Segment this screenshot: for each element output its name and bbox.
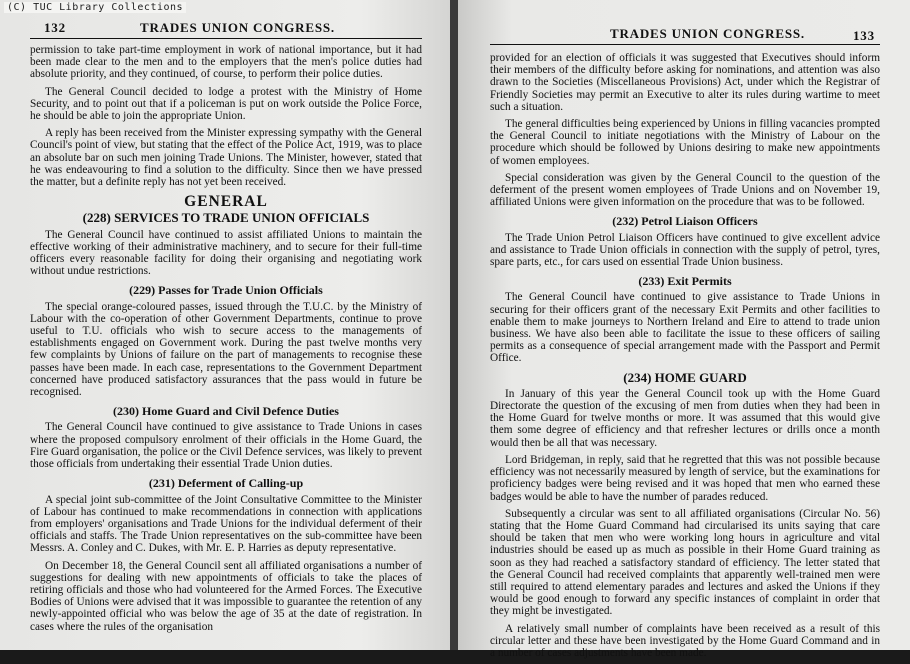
paragraph: The Trade Union Petrol Liaison Officers have continued to give excellent advice and assistance to Trade Union officials in connection with the supply of petrol, tyres, spare parts, etc., for cars used on essential Trade Union business. [490,231,880,269]
paragraph: Lord Bridgeman, in reply, said that he regretted that this was not possible because efficiency was not necessarily measured by length of service, but the examinations for proficiency badges were being revised and it was hoped that men who earned these badges would be able to have the number of parades reduced. [490,453,880,503]
paragraph: permission to take part-time employment in work of national importance, but it had been made clear to the men and to the employers that the men's police duties had absolute priority, and they continued, of course, to perform their police duties. [30,44,422,81]
section-heading: (231) Deferment of Calling-up [148,476,304,491]
page-number: 132 [44,20,66,35]
section-heading: (230) Home Guard and Civil Defence Duties [113,404,339,419]
paragraph: On December 18, the General Council sent all affiliated organisations a number of suggestions for dealing with new appointments of officials to take the places of retiring officials and those who had volunteered for the Armed Forces. The Executive Bodies of Unions were advised that it was impossible to guarantee the retention of any newly-appointed official who was below the age of 35 at the date of registration. In cases where the rules of the organisation [30,559,422,633]
header-rule [490,44,880,45]
section-heading: (228) SERVICES TO TRADE UNION OFFICIALS [82,210,370,226]
section-heading: (234) HOME GUARD [623,369,747,385]
copyright-watermark: (C) TUC Library Collections [4,2,186,13]
section-heading: (229) Passes for Trade Union Officials [129,283,323,298]
running-header: TRADES UNION CONGRESS. [610,26,805,41]
paragraph: The general difficulties being experienced by Unions in filling vacancies prompted the General Council to initiate negotiations with the Ministry of Labour on the procedure which should be followed by Unions desiring to make new appointments of women employees. [490,118,880,167]
running-header: TRADES UNION CONGRESS. [140,20,335,35]
left-page [0,0,452,650]
paragraph: The General Council decided to lodge a protest with the Ministry of Home Security, and to point out that if a policeman is put on work outside the Police Force, he should be able to join the appropriate Union. [30,85,422,123]
paragraph: The special orange-coloured passes, issued through the T.U.C. by the Ministry of Labour with the co-operation of other Government Departments, continue to prove useful to T.U. officials who wish to secure access to the managements of establishments engaged on Government work. During the past twelve months very few complaints by Unions of failure on the part of managements to recognise these passes have been made. In each case, representations to the Government Department concerned have produced satisfactory assurances that the pass would in future be recognised. [30,300,422,399]
section-heading: (232) Petrol Liaison Officers [612,214,758,229]
paragraph: Subsequently a circular was sent to all affiliated organisations (Circular No. 56) stating that the Home Guard Command had circularised its units saying that care should be taken that men who were working long hours in agriculture and vital industries should be eased up as much as possible in their Home Guard training as soon as they had reached a satisfactory standard of efficiency. The letter stated that the General Council had received complaints that apparently well-trained men were still required to attend elementary parades and lectures and asked the Unions if they would be good enough to forward any specific instances of complaint in order that they might be investigated. [490,507,880,618]
paragraph: provided for an election of officials it was suggested that Executives should inform their members of the difficulty before asking for nominations, and attention was also drawn to the Societies (Miscellaneous Provisions) Act, under which the Registrar of Friendly Societies may permit an Executive to alter its rules during wartime to meet such a situation. [490,52,880,113]
paragraph: A special joint sub-committee of the Joint Consultative Committee to the Minister of Labour has continued to make recommendations in connection with applications from employers' organisations and Trade Unions for the individual deferment of their officials and staffs. The Trade Union representatives on the sub-committee have been Messrs. A. Conley and C. Dukes, with Mr. E. P. Harries as deputy representative. [30,493,422,555]
paragraph: A reply has been received from the Minister expressing sympathy with the General Council's point of view, but stating that the effect of the Police Act, 1919, was to place an absolute bar on such men joining Trade Unions. The Minister, however, stated that he was endeavouring to find a solution to the difficulty. Since then we have pressed the matter, but a definite reply has not yet been received. [30,127,422,189]
left-page-body [30,44,422,638]
paragraph: Special consideration was given by the General Council to the question of the deferment of the present women employees of Trade Unions and on November 19, affiliated Unions were given information on the procedure that was to be followed. [490,171,880,209]
right-page-body [490,52,880,664]
right-page [458,0,910,659]
paragraph: The General Council have continued to assist affiliated Unions to maintain the effective working of their administrative machinery, and to secure for their full-time officers every reasonable facility for doing their organising and negotiating work without undue restrictions. [30,228,422,278]
header-rule [30,38,422,39]
section-heading: (233) Exit Permits [638,274,732,289]
paragraph: A relatively small number of complaints have been received as a result of this circular letter and these have been investigated by the Home Guard Command and in a number of cases adjustments have been made. [490,622,880,659]
paragraph: The General Council have continued to give assistance to Trade Unions in cases where the proposed compulsory enrolment of their officials in the Home Guard, the Fire Guard organisation, the police or the Civil Defence services, was likely to prevent those officials from undertaking their essential Trade Union duties. [30,421,422,471]
page-number: 133 [853,28,875,43]
paragraph: In January of this year the General Council took up with the Home Guard Directorate the question of the excusing of men from duties when they had been in the Home Guard for twelve months or more. It was assumed that this would give them some degree of efficiency and that refresher lectures or drills once a month would then be all that was necessary. [490,387,880,449]
section-title: GENERAL [184,193,268,211]
paragraph: The General Council have continued to give assistance to Trade Unions in securing for their officers grant of the necessary Exit Permits and other facilities to enable them to make journeys to Northern Ireland and Eire to attend to trade union business. We have also been able to facilitate the issue to these officers of sailing permits as a consequence of special arrangement made with the Passport and Permit Office. [490,291,880,365]
